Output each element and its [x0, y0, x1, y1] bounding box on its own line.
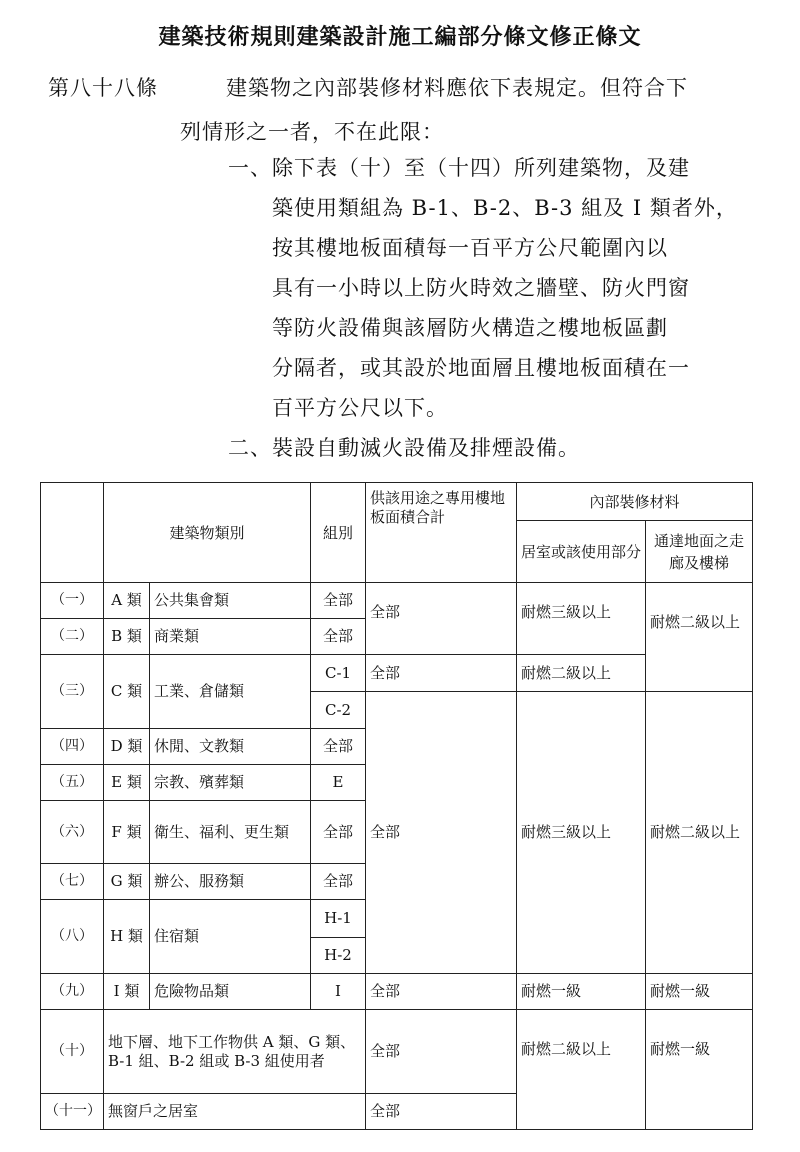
row-number: （九） — [41, 974, 104, 1010]
area-cell: 全部 — [366, 655, 517, 692]
row-name: 公共集會類 — [150, 583, 311, 619]
row-group: 全部 — [311, 864, 366, 900]
interior-materials-table — [40, 482, 753, 1130]
row-name: 宗教、殯葬類 — [150, 765, 311, 801]
row-number: （五） — [41, 765, 104, 801]
row-number: （三） — [41, 655, 104, 729]
row-group: 全部 — [311, 801, 366, 864]
document-title: 建築技術規則建築設計施工編部分條文修正條文 — [158, 24, 642, 50]
exception-item-1: 一、除下表（十）至（十四）所列建築物，及建 — [228, 156, 690, 180]
row-number: （四） — [41, 729, 104, 765]
exception-item-1-line: 具有一小時以上防火時效之牆壁、防火門窗 — [272, 276, 690, 300]
corridor-material-cell: 耐燃一級 — [646, 1010, 753, 1130]
row-group: C-2 — [311, 692, 366, 729]
row-name: 危險物品類 — [150, 974, 311, 1010]
area-cell: 全部 — [366, 1010, 517, 1094]
row-class: G 類 — [104, 864, 150, 900]
area-cell: 全部 — [366, 974, 517, 1010]
row-number: （二） — [41, 619, 104, 655]
exception-item-1-line: 百平方公尺以下。 — [272, 396, 448, 420]
row-class: F 類 — [104, 801, 150, 864]
header-category: 建築物類別 — [104, 483, 311, 583]
corridor-material-cell: 耐燃二級以上 — [646, 692, 753, 974]
row-description: 地下層、地下工作物供 A 類、G 類、B-1 組、B-2 組或 B-3 組使用者 — [104, 1010, 366, 1094]
row-name: 休閒、文教類 — [150, 729, 311, 765]
room-material-cell: 耐燃一級 — [517, 974, 646, 1010]
header-corridor: 通達地面之走廊及樓梯 — [646, 521, 753, 583]
row-name: 商業類 — [150, 619, 311, 655]
row-group: H-1 — [311, 900, 366, 938]
header-interior: 內部裝修材料 — [517, 483, 753, 521]
row-number: （七） — [41, 864, 104, 900]
row-group: E — [311, 765, 366, 801]
row-name: 衛生、福利、更生類 — [150, 801, 311, 864]
area-cell: 全部 — [366, 1094, 517, 1130]
article-number: 第八十八條 — [48, 76, 158, 100]
exception-item-1-line: 等防火設備與該層防火構造之樓地板區劃 — [272, 316, 668, 340]
corridor-material-cell: 耐燃二級以上 — [646, 583, 753, 692]
row-group: I — [311, 974, 366, 1010]
row-class: D 類 — [104, 729, 150, 765]
row-number: （一） — [41, 583, 104, 619]
header-area: 供該用途之專用樓地板面積合計 — [366, 483, 517, 583]
row-class: I 類 — [104, 974, 150, 1010]
row-class: C 類 — [104, 655, 150, 729]
row-number: （六） — [41, 801, 104, 864]
room-material-cell: 耐燃二級以上 — [517, 1010, 646, 1130]
row-group: 全部 — [311, 729, 366, 765]
row-number: （十） — [41, 1010, 104, 1094]
exception-item-1-line: 按其樓地板面積每一百平方公尺範圍內以 — [272, 236, 668, 260]
row-number: （十一） — [41, 1094, 104, 1130]
row-class: H 類 — [104, 900, 150, 974]
corridor-material-cell: 耐燃一級 — [646, 974, 753, 1010]
row-name: 工業、倉儲類 — [150, 655, 311, 729]
article-text-line: 列情形之一者，不在此限： — [180, 120, 444, 144]
header-no — [41, 483, 104, 583]
row-name: 辦公、服務類 — [150, 864, 311, 900]
row-class: B 類 — [104, 619, 150, 655]
room-material-cell: 耐燃三級以上 — [517, 692, 646, 974]
room-material-cell: 耐燃三級以上 — [517, 583, 646, 655]
row-number: （八） — [41, 900, 104, 974]
row-class: A 類 — [104, 583, 150, 619]
exception-item-2: 二、裝設自動滅火設備及排煙設備。 — [228, 436, 580, 460]
row-description: 無窗戶之居室 — [104, 1094, 366, 1130]
header-group: 組別 — [311, 483, 366, 583]
area-cell: 全部 — [366, 692, 517, 974]
area-cell: 全部 — [366, 583, 517, 655]
row-name: 住宿類 — [150, 900, 311, 974]
exception-item-1-line: 築使用類組為 B-1、B-2、B-3 組及 I 類者外， — [272, 196, 738, 220]
row-group: H-2 — [311, 938, 366, 974]
header-room: 居室或該使用部分 — [517, 521, 646, 583]
row-group: 全部 — [311, 583, 366, 619]
article-text-line: 建築物之內部裝修材料應依下表規定。但符合下 — [226, 76, 688, 100]
exception-item-1-line: 分隔者，或其設於地面層且樓地板面積在一 — [272, 356, 690, 380]
row-class: E 類 — [104, 765, 150, 801]
row-group: 全部 — [311, 619, 366, 655]
room-material-cell: 耐燃二級以上 — [517, 655, 646, 692]
row-group: C-1 — [311, 655, 366, 692]
